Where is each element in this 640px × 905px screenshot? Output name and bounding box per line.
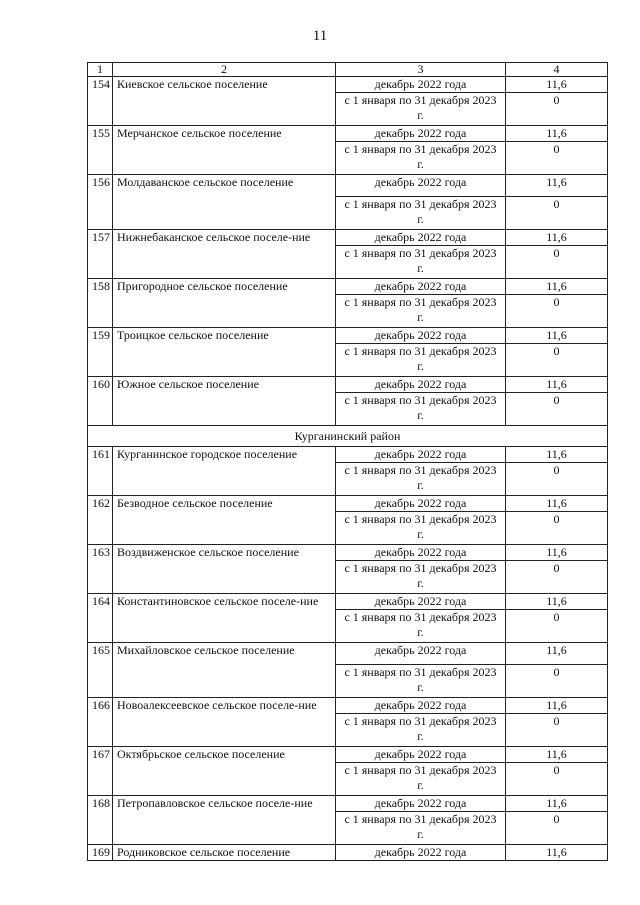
settlement-name: Мерчанское сельское поселение bbox=[113, 126, 336, 175]
value-year-2023: 0 bbox=[506, 197, 608, 230]
table-row bbox=[88, 643, 608, 665]
period-december-2022: декабрь 2022 года bbox=[336, 447, 506, 463]
period-december-2022: декабрь 2022 года bbox=[336, 796, 506, 812]
row-number: 162 bbox=[88, 496, 113, 545]
row-number: 158 bbox=[88, 279, 113, 328]
table-row bbox=[88, 796, 608, 812]
value-year-2023: 0 bbox=[506, 93, 608, 126]
district-row bbox=[88, 426, 608, 447]
row-number: 159 bbox=[88, 328, 113, 377]
period-year-2023: с 1 января по 31 декабря 2023 г. bbox=[336, 665, 506, 698]
settlement-name: Новоалексеевское сельское поселе-ние bbox=[113, 698, 336, 747]
value-december-2022: 11,6 bbox=[506, 747, 608, 763]
value-december-2022: 11,6 bbox=[506, 279, 608, 295]
period-year-2023: с 1 января по 31 декабря 2023 г. bbox=[336, 714, 506, 747]
settlement-name: Пригородное сельское поселение bbox=[113, 279, 336, 328]
period-december-2022: декабрь 2022 года bbox=[336, 496, 506, 512]
period-year-2023: с 1 января по 31 декабря 2023 г. bbox=[336, 344, 506, 377]
settlement-name: Безводное сельское поселение bbox=[113, 496, 336, 545]
value-december-2022: 11,6 bbox=[506, 230, 608, 246]
period-year-2023: с 1 января по 31 декабря 2023 г. bbox=[336, 561, 506, 594]
period-year-2023: с 1 января по 31 декабря 2023 г. bbox=[336, 512, 506, 545]
district-name: Курганинский район bbox=[88, 426, 608, 447]
value-year-2023: 0 bbox=[506, 714, 608, 747]
row-number: 168 bbox=[88, 796, 113, 845]
value-year-2023: 0 bbox=[506, 463, 608, 496]
table-row bbox=[88, 496, 608, 512]
period-year-2023: с 1 января по 31 декабря 2023 г. bbox=[336, 393, 506, 426]
value-year-2023: 0 bbox=[506, 812, 608, 845]
table-row bbox=[88, 545, 608, 561]
period-december-2022: декабрь 2022 года bbox=[336, 643, 506, 665]
settlement-name: Троицкое сельское поселение bbox=[113, 328, 336, 377]
value-december-2022: 11,6 bbox=[506, 643, 608, 665]
table-row bbox=[88, 698, 608, 714]
period-december-2022: декабрь 2022 года bbox=[336, 328, 506, 344]
period-december-2022: декабрь 2022 года bbox=[336, 698, 506, 714]
value-december-2022: 11,6 bbox=[506, 126, 608, 142]
table-row bbox=[88, 594, 608, 610]
settlement-name: Константиновское сельское поселе-ние bbox=[113, 594, 336, 643]
value-year-2023: 0 bbox=[506, 763, 608, 796]
row-number: 156 bbox=[88, 175, 113, 230]
value-december-2022: 11,6 bbox=[506, 594, 608, 610]
period-december-2022: декабрь 2022 года bbox=[336, 845, 506, 861]
value-december-2022: 11,6 bbox=[506, 77, 608, 93]
value-year-2023: 0 bbox=[506, 142, 608, 175]
header-col-1: 1 bbox=[88, 63, 113, 77]
table-row bbox=[88, 328, 608, 344]
header-col-4: 4 bbox=[506, 63, 608, 77]
settlement-name: Михайловское сельское поселение bbox=[113, 643, 336, 698]
table-row bbox=[88, 747, 608, 763]
period-year-2023: с 1 января по 31 декабря 2023 г. bbox=[336, 812, 506, 845]
period-year-2023: с 1 января по 31 декабря 2023 г. bbox=[336, 142, 506, 175]
value-december-2022: 11,6 bbox=[506, 175, 608, 197]
value-year-2023: 0 bbox=[506, 561, 608, 594]
row-number: 166 bbox=[88, 698, 113, 747]
value-december-2022: 11,6 bbox=[506, 447, 608, 463]
period-year-2023: с 1 января по 31 декабря 2023 г. bbox=[336, 93, 506, 126]
settlement-name: Нижнебаканское сельское поселе-ние bbox=[113, 230, 336, 279]
period-december-2022: декабрь 2022 года bbox=[336, 230, 506, 246]
value-year-2023: 0 bbox=[506, 295, 608, 328]
period-december-2022: декабрь 2022 года bbox=[336, 594, 506, 610]
value-year-2023: 0 bbox=[506, 512, 608, 545]
value-december-2022: 11,6 bbox=[506, 377, 608, 393]
settlement-name: Октябрьское сельское поселение bbox=[113, 747, 336, 796]
period-year-2023: с 1 января по 31 декабря 2023 г. bbox=[336, 197, 506, 230]
table-row bbox=[88, 175, 608, 197]
value-year-2023: 0 bbox=[506, 665, 608, 698]
settlement-name: Киевское сельское поселение bbox=[113, 77, 336, 126]
header-col-2: 2 bbox=[113, 63, 336, 77]
table-row bbox=[88, 279, 608, 295]
table-row bbox=[88, 126, 608, 142]
header-row bbox=[88, 63, 608, 77]
period-year-2023: с 1 января по 31 декабря 2023 г. bbox=[336, 463, 506, 496]
settlement-name: Родниковское сельское поселение bbox=[113, 845, 336, 861]
value-year-2023: 0 bbox=[506, 344, 608, 377]
period-year-2023: с 1 января по 31 декабря 2023 г. bbox=[336, 763, 506, 796]
row-number: 163 bbox=[88, 545, 113, 594]
value-december-2022: 11,6 bbox=[506, 328, 608, 344]
period-december-2022: декабрь 2022 года bbox=[336, 747, 506, 763]
row-number: 169 bbox=[88, 845, 113, 861]
row-number: 164 bbox=[88, 594, 113, 643]
row-number: 165 bbox=[88, 643, 113, 698]
table-row bbox=[88, 77, 608, 93]
row-number: 154 bbox=[88, 77, 113, 126]
value-december-2022: 11,6 bbox=[506, 496, 608, 512]
period-december-2022: декабрь 2022 года bbox=[336, 377, 506, 393]
value-december-2022: 11,6 bbox=[506, 845, 608, 861]
value-year-2023: 0 bbox=[506, 393, 608, 426]
row-number: 167 bbox=[88, 747, 113, 796]
value-year-2023: 0 bbox=[506, 610, 608, 643]
row-number: 160 bbox=[88, 377, 113, 426]
period-year-2023: с 1 января по 31 декабря 2023 г. bbox=[336, 246, 506, 279]
period-december-2022: декабрь 2022 года bbox=[336, 545, 506, 561]
table-row bbox=[88, 377, 608, 393]
value-december-2022: 11,6 bbox=[506, 796, 608, 812]
settlement-name: Петропавловское сельское поселе-ние bbox=[113, 796, 336, 845]
period-december-2022: декабрь 2022 года bbox=[336, 126, 506, 142]
row-number: 157 bbox=[88, 230, 113, 279]
period-december-2022: декабрь 2022 года bbox=[336, 279, 506, 295]
value-december-2022: 11,6 bbox=[506, 698, 608, 714]
period-year-2023: с 1 января по 31 декабря 2023 г. bbox=[336, 610, 506, 643]
header-col-3: 3 bbox=[336, 63, 506, 77]
period-december-2022: декабрь 2022 года bbox=[336, 175, 506, 197]
value-december-2022: 11,6 bbox=[506, 545, 608, 561]
table-row bbox=[88, 230, 608, 246]
period-year-2023: с 1 января по 31 декабря 2023 г. bbox=[336, 295, 506, 328]
settlement-name: Южное сельское поселение bbox=[113, 377, 336, 426]
tariff-table bbox=[87, 62, 608, 861]
settlement-name: Молдаванское сельское поселение bbox=[113, 175, 336, 230]
table-row bbox=[88, 845, 608, 861]
value-year-2023: 0 bbox=[506, 246, 608, 279]
page-number: 11 bbox=[312, 28, 328, 44]
row-number: 155 bbox=[88, 126, 113, 175]
settlement-name: Воздвиженское сельское поселение bbox=[113, 545, 336, 594]
settlement-name: Курганинское городское поселение bbox=[113, 447, 336, 496]
period-december-2022: декабрь 2022 года bbox=[336, 77, 506, 93]
row-number: 161 bbox=[88, 447, 113, 496]
table-row bbox=[88, 447, 608, 463]
